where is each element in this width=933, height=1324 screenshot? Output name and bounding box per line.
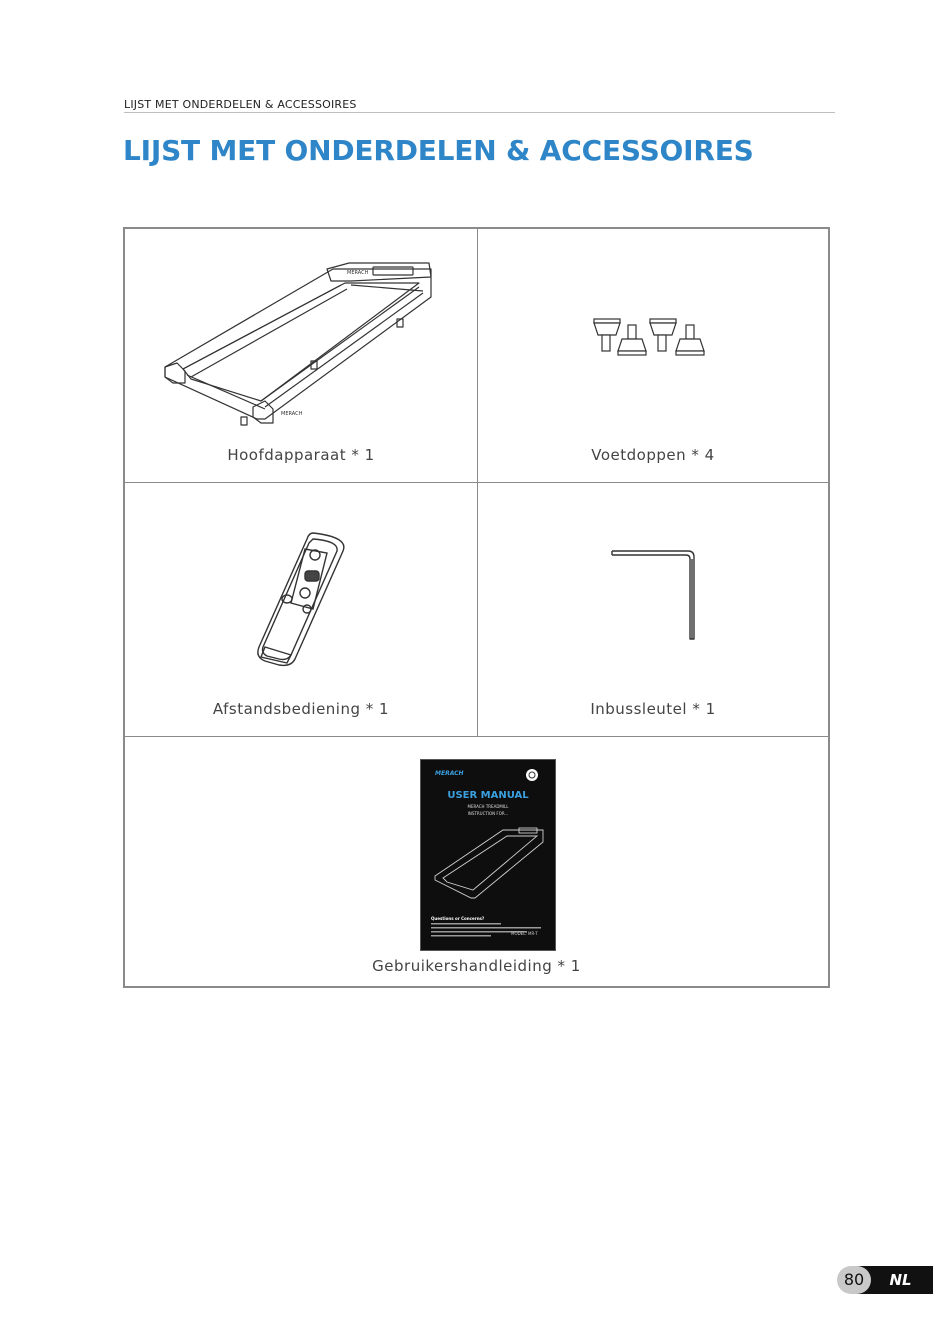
manual-brand: MERACH — [435, 770, 464, 777]
part-label-foot-caps: Voetdoppen * 4 — [591, 446, 715, 464]
parts-grid — [123, 227, 830, 988]
part-cell-foot-caps — [478, 229, 828, 483]
hex-key-illustration — [608, 547, 708, 643]
svg-text:MERACH: MERACH — [281, 411, 303, 417]
part-cell-hex-key — [478, 483, 828, 737]
part-cell-user-manual — [125, 737, 828, 986]
part-label-main-unit: Hoofdapparaat * 1 — [227, 446, 375, 464]
user-manual-cover — [420, 759, 556, 951]
language-tab: NL — [854, 1266, 933, 1294]
manual-subtitle-2: INSTRUCTION FOR... — [467, 811, 509, 816]
manual-subtitle-1: MERACH TREADMILL — [467, 804, 509, 809]
manual-footer-heading: Questions or Concerns? — [431, 916, 485, 921]
page-number: 80 — [837, 1266, 871, 1294]
part-label-user-manual: Gebruikershandleiding * 1 — [372, 957, 581, 975]
manual-badge-icon — [525, 768, 539, 782]
remote-control-illustration — [251, 529, 351, 669]
page-badge — [837, 1266, 933, 1294]
page-title: LIJST MET ONDERDELEN & ACCESSOIRES — [123, 134, 754, 167]
manual-title: USER MANUAL — [447, 790, 529, 801]
running-header: LIJST MET ONDERDELEN & ACCESSOIRES — [124, 98, 835, 113]
part-cell-main-unit — [125, 229, 478, 483]
treadmill-illustration — [161, 259, 437, 429]
part-label-remote: Afstandsbediening * 1 — [212, 700, 390, 718]
svg-text:MERACH: MERACH — [347, 270, 369, 276]
part-cell-remote — [125, 483, 478, 737]
foot-caps-illustration — [588, 317, 718, 363]
part-label-hex-key: Inbussleutel * 1 — [590, 700, 716, 718]
manual-treadmill-icon — [433, 824, 545, 904]
manual-model: MODEL: MR-T — [511, 931, 538, 936]
